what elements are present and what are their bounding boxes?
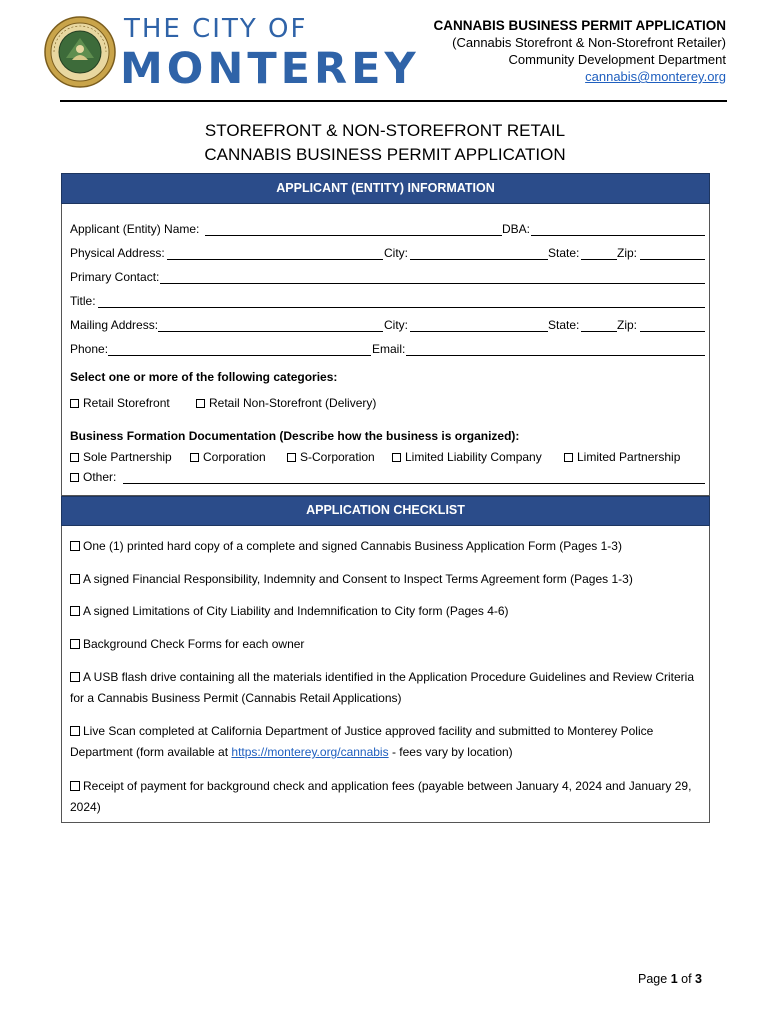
checkbox-icon[interactable]: [70, 606, 80, 616]
formation-other[interactable]: [70, 470, 116, 484]
email-label: Email:: [372, 342, 406, 356]
formation-label: Limited Liability Company: [405, 450, 542, 464]
physical-zip-field[interactable]: [640, 259, 705, 260]
checkbox-icon[interactable]: [392, 453, 401, 462]
formation-label: Sole Partnership: [83, 450, 172, 464]
checkbox-icon[interactable]: [564, 453, 573, 462]
categories-heading: Select one or more of the following categories:: [70, 370, 338, 384]
mailing-state-label: State:: [548, 318, 580, 332]
primary-contact-field[interactable]: [160, 283, 705, 284]
category-retail-non-storefront[interactable]: [196, 396, 376, 410]
page-current: 1: [670, 972, 678, 986]
checklist-item-text: One (1) printed hard copy of a complete and signed Cannabis Business Application Form (Pages 1-3): [83, 539, 622, 553]
checkbox-icon[interactable]: [70, 672, 80, 682]
formation-llc[interactable]: [392, 450, 542, 464]
checkbox-icon[interactable]: [70, 541, 80, 551]
checklist-item-live-scan[interactable]: [70, 721, 700, 763]
checklist-item[interactable]: [70, 601, 700, 622]
checkbox-icon[interactable]: [70, 726, 80, 736]
checkbox-icon[interactable]: [70, 399, 79, 408]
mailing-zip-label: Zip:: [617, 318, 638, 332]
checkbox-icon[interactable]: [190, 453, 199, 462]
formation-corporation[interactable]: [190, 450, 266, 464]
form-header-subtitle: (Cannabis Storefront & Non-Storefront Retailer): [452, 35, 726, 50]
phone-label: Phone:: [70, 342, 109, 356]
mailing-city-label: City:: [384, 318, 408, 332]
mailing-address-label: Mailing Address:: [70, 318, 159, 332]
cannabis-page-link[interactable]: https://monterey.org/cannabis: [231, 745, 389, 759]
checklist-section-heading: APPLICATION CHECKLIST: [61, 496, 710, 526]
applicant-section-heading: APPLICANT (ENTITY) INFORMATION: [61, 173, 710, 204]
checklist-item[interactable]: [70, 667, 700, 709]
title-label: Title:: [70, 294, 96, 308]
contact-email-link[interactable]: cannabis@monterey.org: [585, 69, 726, 84]
page-of: of: [681, 972, 692, 986]
formation-label: S-Corporation: [300, 450, 375, 464]
physical-address-field[interactable]: [167, 259, 383, 260]
header-divider: [60, 100, 727, 102]
city-name-line1: THE CITY OF: [124, 14, 308, 44]
mailing-zip-field[interactable]: [640, 331, 705, 332]
department-name: Community Development Department: [508, 52, 726, 67]
city-name-line2: MONTEREY: [120, 44, 420, 94]
checklist-item-text: Receipt of payment for background check and application fees (payable between January 4, 2024 and January 29, 2024): [70, 779, 692, 814]
physical-state-field[interactable]: [581, 259, 617, 260]
checkbox-icon[interactable]: [70, 781, 80, 791]
checkbox-icon[interactable]: [287, 453, 296, 462]
mailing-address-field[interactable]: [158, 331, 383, 332]
title-field[interactable]: [98, 307, 705, 308]
physical-address-label: Physical Address:: [70, 246, 165, 260]
city-seal-logo: [44, 16, 116, 88]
category-label: Retail Storefront: [83, 396, 170, 410]
formation-limited-partnership[interactable]: [564, 450, 680, 464]
checkbox-icon[interactable]: [196, 399, 205, 408]
formation-label: Limited Partnership: [577, 450, 681, 464]
page-title-line2: CANNABIS BUSINESS PERMIT APPLICATION: [204, 145, 566, 164]
checklist-item[interactable]: [70, 569, 700, 590]
mailing-city-field[interactable]: [410, 331, 548, 332]
page-word: Page: [638, 972, 668, 986]
checkbox-icon[interactable]: [70, 473, 79, 482]
formation-sole-partnership[interactable]: [70, 450, 172, 464]
checklist-item-text: Live Scan completed at California Department of Justice approved facility and submitted to Monterey Police Department (form available at: [70, 724, 654, 759]
dba-field[interactable]: [531, 235, 705, 236]
dba-label: DBA:: [502, 222, 531, 236]
physical-city-field[interactable]: [410, 259, 548, 260]
category-retail-storefront[interactable]: [70, 396, 170, 410]
physical-city-label: City:: [384, 246, 408, 260]
formation-other-label: Other:: [83, 470, 117, 484]
page-number: [638, 972, 702, 986]
physical-zip-label: Zip:: [617, 246, 638, 260]
checklist-item-receipt[interactable]: [70, 776, 700, 818]
entity-name-label: Applicant (Entity) Name:: [70, 222, 200, 236]
mailing-state-field[interactable]: [581, 331, 617, 332]
formation-other-field[interactable]: [123, 483, 705, 484]
page-total: 3: [695, 972, 702, 986]
checklist-item[interactable]: [70, 634, 700, 655]
physical-state-label: State:: [548, 246, 580, 260]
category-label: Retail Non-Storefront (Delivery): [209, 396, 377, 410]
checkbox-icon[interactable]: [70, 574, 80, 584]
form-header-title: CANNABIS BUSINESS PERMIT APPLICATION: [433, 18, 726, 33]
checkbox-icon[interactable]: [70, 639, 80, 649]
page-title-line1: STOREFRONT & NON-STOREFRONT RETAIL: [204, 121, 566, 140]
checklist-item-text-end: - fees vary by location): [388, 745, 513, 759]
entity-name-field[interactable]: [205, 235, 502, 236]
formation-s-corporation[interactable]: [287, 450, 375, 464]
primary-contact-label: Primary Contact:: [70, 270, 160, 284]
email-field[interactable]: [406, 355, 705, 356]
checkbox-icon[interactable]: [70, 453, 79, 462]
checklist-item[interactable]: [70, 536, 700, 557]
formation-label: Corporation: [203, 450, 266, 464]
checklist-item-text: A USB flash drive containing all the materials identified in the Application Procedure Guidelines and Review Criteria for a Cannabis Business Permit (Cannabis Retail Applications): [70, 670, 694, 705]
checklist-item-text: A signed Limitations of City Liability and Indemnification to City form (Pages 4-6): [83, 604, 509, 618]
checklist-item-text: Background Check Forms for each owner: [83, 637, 305, 651]
checklist-item-text: A signed Financial Responsibility, Indemnity and Consent to Inspect Terms Agreement form (Pages 1-3): [83, 572, 633, 586]
phone-field[interactable]: [108, 355, 371, 356]
formation-heading: Business Formation Documentation (Describe how the business is organized):: [70, 429, 520, 443]
